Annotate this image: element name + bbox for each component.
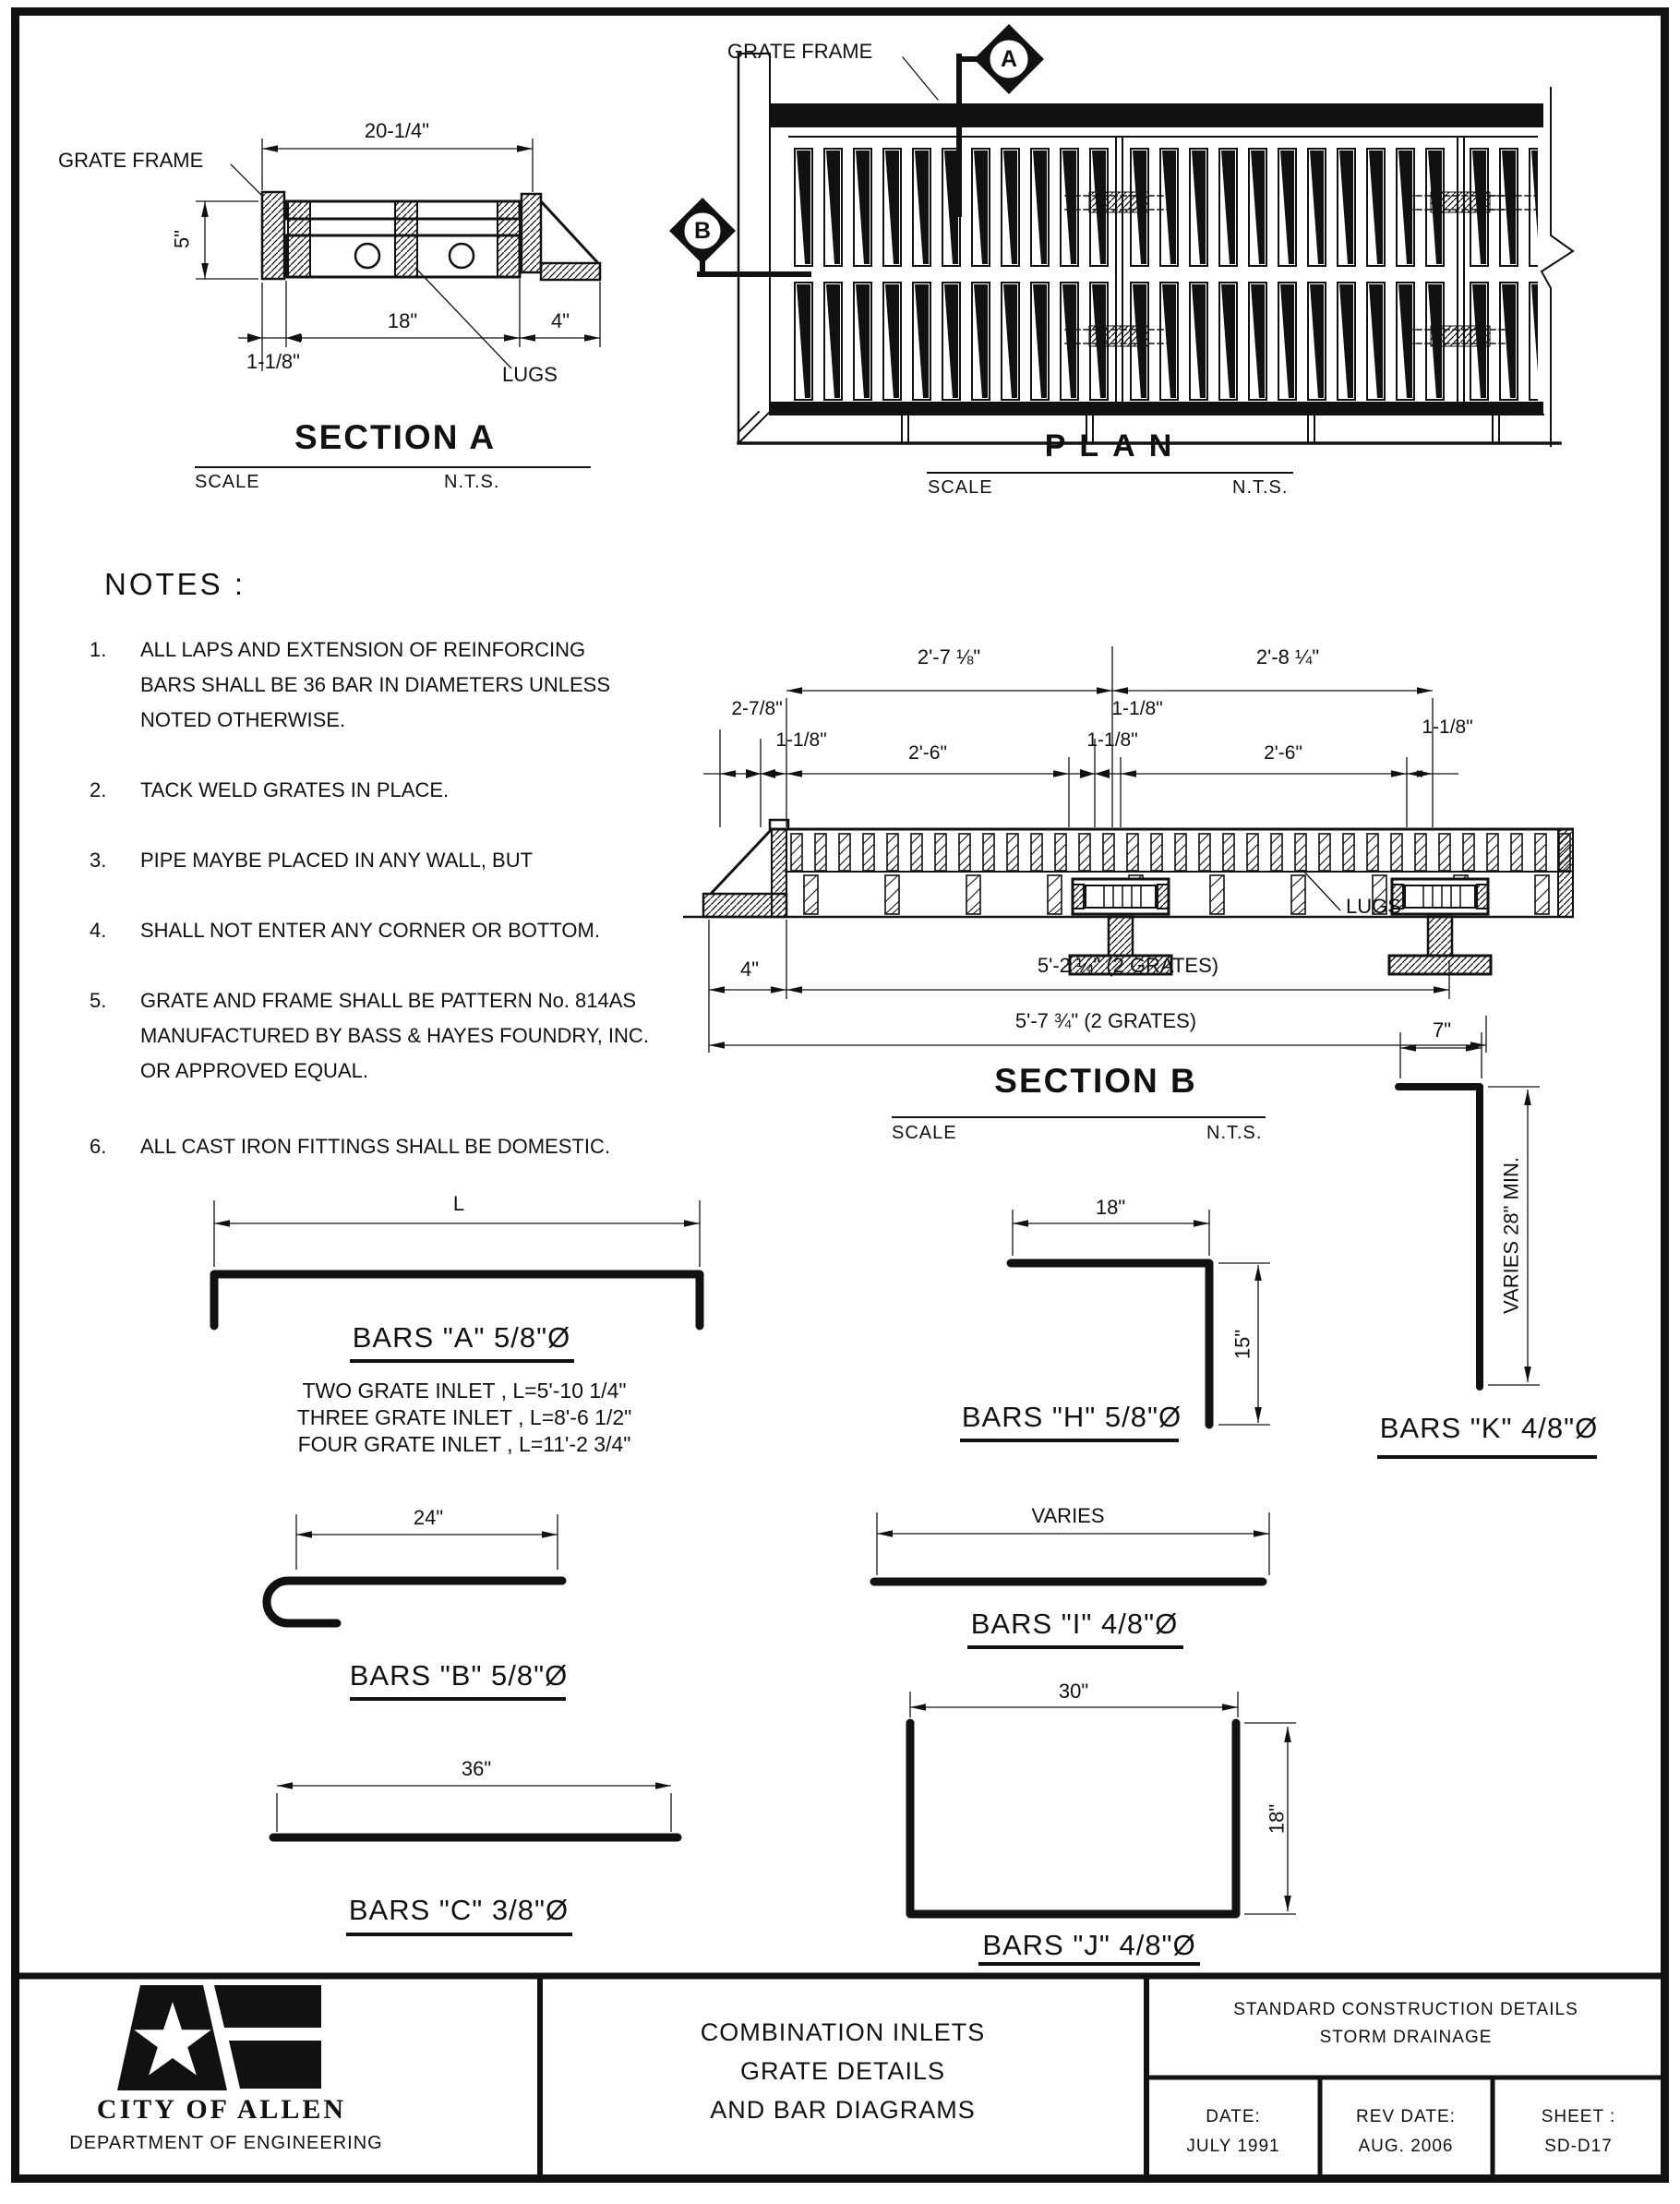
section-a-dim-edge: 1-1/8" (246, 350, 300, 373)
bars-a-note-1: TWO GRATE INLET , L=5'-10 1/4" (302, 1379, 627, 1403)
section-b-dim-span-right: 2'-8 ¼" (1255, 645, 1320, 668)
sheet-value: SD-D17 (1544, 2137, 1613, 2156)
sheet-title-line-1: COMBINATION INLETS (700, 2018, 986, 2046)
bars-i-title: BARS "I" 4/8"Ø (970, 1608, 1179, 1640)
lug-beam-2 (1389, 879, 1491, 974)
section-b-lugs-label: LUGS (1346, 895, 1401, 918)
bars-h-dim (1013, 1210, 1270, 1425)
title-block-department: DEPARTMENT OF ENGINEERING (69, 2133, 383, 2153)
bars-c-dim (277, 1786, 671, 1832)
note-2-num: 2. (90, 778, 107, 801)
date-value: JULY 1991 (1186, 2137, 1280, 2156)
note-5-line-1: GRATE AND FRAME SHALL BE PATTERN No. 814AS (140, 989, 637, 1012)
bars-k-title: BARS "K" 4/8"Ø (1379, 1412, 1599, 1444)
bars-b-shape (267, 1581, 562, 1623)
note-3-num: 3. (90, 849, 107, 872)
bars-i-dim-label: VARIES (1031, 1504, 1105, 1527)
sheet-label: SHEET : (1541, 2107, 1616, 2126)
bars-c-dim-label: 36" (461, 1757, 492, 1780)
section-b-dim-grates-inner: 5'-2 ¼" (2 GRATES) (1037, 954, 1219, 977)
section-b-dim-span-left: 2'-7 ⅛" (917, 645, 981, 668)
note-1-line-2: BARS SHALL BE 36 BAR IN DIAMETERS UNLESS (140, 673, 611, 696)
bars-h-dim-height: 15" (1230, 1329, 1254, 1360)
section-b-dim-mid-upper: 1-1/8" (1111, 698, 1163, 719)
plan-scale-value: N.T.S. (1232, 477, 1289, 498)
note-1-num: 1. (90, 638, 107, 661)
section-b-dim-mid-lower: 1-1/8" (1086, 729, 1138, 751)
note-1-line-3: NOTED OTHERWISE. (140, 708, 346, 731)
date-label: DATE: (1206, 2107, 1261, 2126)
section-b-dim-grate-right: 2'-6" (1264, 742, 1302, 764)
city-logo (117, 1985, 321, 2090)
plan-view (669, 24, 1573, 473)
rev-date-label: REV DATE: (1356, 2107, 1456, 2126)
plan-scale-label: SCALE (928, 477, 993, 498)
section-a-lugs-label: LUGS (502, 363, 558, 386)
plan-bottom-posts (902, 415, 1499, 443)
note-6-num: 6. (90, 1135, 107, 1158)
sheet-title-line-2: GRATE DETAILS (739, 2057, 946, 2085)
note-5-num: 5. (90, 989, 107, 1012)
note-5-line-3: OR APPROVED EQUAL. (140, 1059, 368, 1082)
section-a-dim-foot: 4" (550, 309, 570, 332)
plan-marker-b: B (693, 218, 712, 244)
section-b-dim-edge-left: 1-1/8" (775, 729, 827, 751)
section-b-scale-value: N.T.S. (1206, 1123, 1263, 1143)
note-6-line-1: ALL CAST IRON FITTINGS SHALL BE DOMESTIC. (140, 1135, 610, 1158)
section-b-dim-grates-outer: 5'-7 ¾" (2 GRATES) (1014, 1009, 1197, 1032)
bars-b-dim-label: 24" (413, 1506, 444, 1529)
notes-heading: NOTES : (104, 567, 246, 601)
series-line-2: STORM DRAINAGE (1319, 2028, 1493, 2047)
section-a-dim-overall: 20-1/4" (364, 119, 430, 142)
plan-title: PLAN (1044, 428, 1186, 464)
bars-j-shape (910, 1723, 1236, 1914)
bars-c-title: BARS "C" 3/8"Ø (348, 1894, 570, 1926)
bars-j-title: BARS "J" 4/8"Ø (982, 1929, 1196, 1961)
series-line-1: STANDARD CONSTRUCTION DETAILS (1233, 2000, 1578, 2019)
bars-b-title: BARS "B" 5/8"Ø (349, 1659, 569, 1692)
bars-j-dim-width: 30" (1058, 1680, 1089, 1703)
note-1-line-1: ALL LAPS AND EXTENSION OF REINFORCING (140, 638, 586, 661)
note-2-line-1: TACK WELD GRATES IN PLACE. (140, 778, 450, 801)
bars-a-dim-label: L (452, 1192, 465, 1215)
section-b-title: SECTION B (994, 1062, 1197, 1100)
section-b-dim-foot: 4" (739, 957, 760, 981)
note-5-line-2: MANUFACTURED BY BASS & HAYES FOUNDRY, INC. (140, 1024, 649, 1047)
break-line (1542, 88, 1573, 446)
bars-k-dim-width: 7" (1432, 1018, 1452, 1042)
bars-a-title: BARS "A" 5/8"Ø (352, 1321, 571, 1354)
bars-j-dim-height: 18" (1265, 1803, 1289, 1835)
section-b-dim-edge-right: 1-1/8" (1422, 717, 1473, 738)
sheet-title-line-3: AND BAR DIAGRAMS (710, 2096, 976, 2124)
bars-k-shape (1398, 1087, 1480, 1387)
bars-k-dim-height: VARIES 28" MIN. (1499, 1156, 1523, 1315)
section-a-scale-label: SCALE (195, 472, 260, 492)
section-b-scale-label: SCALE (892, 1123, 957, 1143)
section-a-grate-frame-label: GRATE FRAME (58, 149, 204, 172)
section-b-dim-grate-left: 2'-6" (908, 742, 947, 764)
section-a-scale-value: N.T.S. (444, 472, 500, 492)
section-a-title: SECTION A (294, 418, 497, 456)
note-4-num: 4. (90, 919, 107, 942)
note-4-line-1: SHALL NOT ENTER ANY CORNER OR BOTTOM. (140, 919, 600, 942)
title-block-agency: CITY OF ALLEN (96, 2094, 347, 2125)
rev-date-value: AUG. 2006 (1358, 2137, 1454, 2156)
bars-h-title: BARS "H" 5/8"Ø (961, 1401, 1182, 1433)
bars-a-note-3: FOUR GRATE INLET , L=11'-2 3/4" (297, 1432, 631, 1456)
plan-marker-a: A (1000, 46, 1018, 72)
bar-diagrams (214, 1032, 1597, 1964)
plan-grate-frame-label: GRATE FRAME (727, 40, 873, 63)
section-a-dim-grate: 18" (387, 309, 418, 332)
note-3-line-1: PIPE MAYBE PLACED IN ANY WALL, BUT (140, 849, 534, 872)
bars-a-note-2: THREE GRATE INLET , L=8'-6 1/2" (296, 1405, 632, 1429)
section-a-dim-height: 5" (170, 229, 194, 249)
bars-a-shape (214, 1274, 700, 1326)
bars-h-dim-width: 18" (1095, 1196, 1126, 1219)
section-b-dim-end-offset: 2-7/8" (731, 698, 783, 719)
